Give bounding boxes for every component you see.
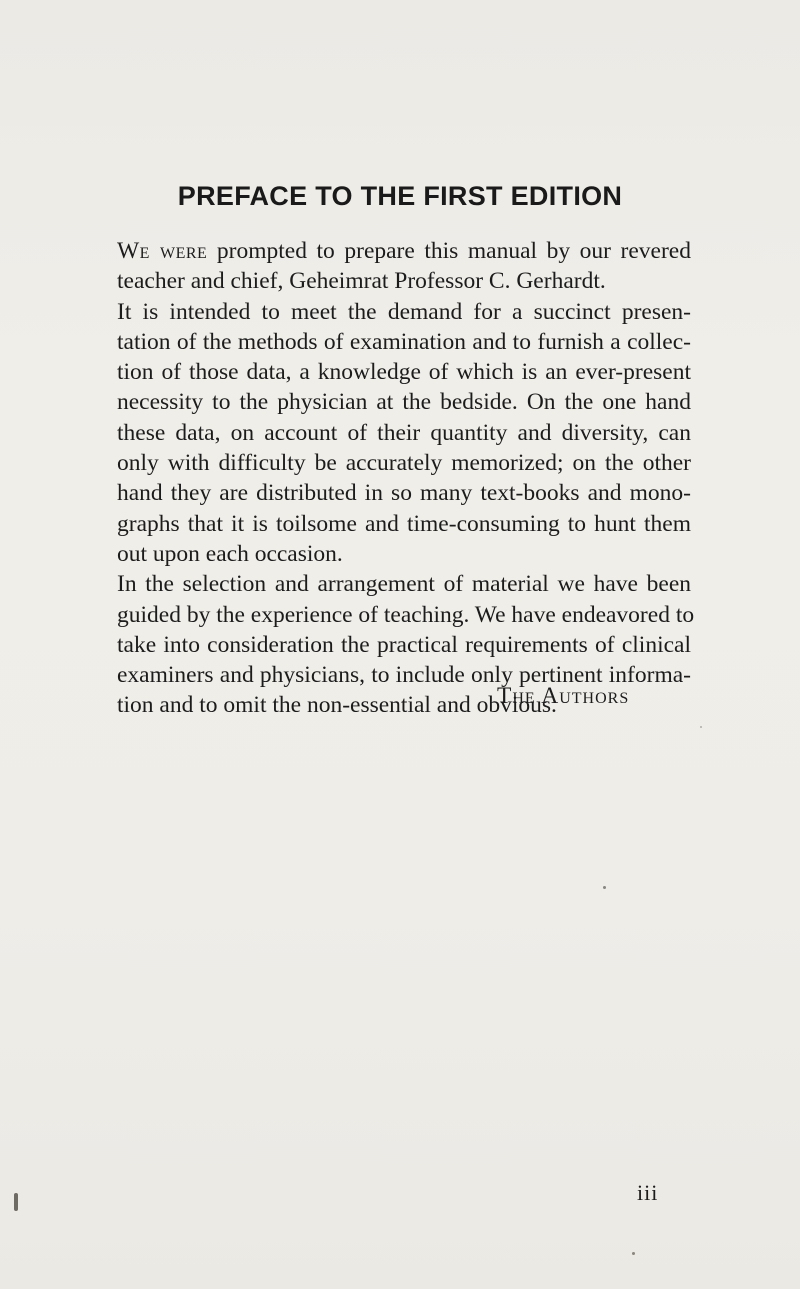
paragraph-3-line: take into consideration the practical requirements of clinical [117,631,691,658]
paragraph-3-line: guided by the experience of teaching. We have endeavored to [117,601,695,628]
page-title: PREFACE TO THE FIRST EDITION [177,181,623,211]
paragraph-2-line: these data, on account of their quantity and diversity, can [117,419,691,446]
paragraph-1-line-1-rest: prompted to prepare this manual by our revered [207,238,691,264]
paragraph-3-line: In the selection and arrangement of material we have been [117,571,691,598]
paragraph-2-line: necessity to the physician at the bedside. On the one hand [117,389,691,416]
paper-speck [14,1193,18,1211]
paragraph-1-line-1 [117,236,691,266]
paper-speck [700,726,702,728]
paragraph-2-line: out upon each occasion. [117,540,343,567]
paragraph-3-line: examiners and physicians, to include only pertinent informa- [117,662,691,689]
paragraph-2-line: only with difficulty be accurately memorized; on the other [117,450,691,477]
paragraph-1 [117,236,691,297]
paragraph-2 [117,297,691,570]
paragraph-2-line: tion of those data, a knowledge of which is an ever-present [117,359,691,386]
paper-speck [632,1252,635,1255]
paragraph-3-line: tion and to omit the non-essential and obvious. [117,692,557,719]
signature: The Authors [497,683,630,709]
page-number: iii [637,1180,659,1205]
paragraph-2-line: hand they are distributed in so many text-books and mono- [117,480,691,507]
paragraph-2-line: graphs that it is toilsome and time-consuming to hunt them [117,510,691,537]
paragraph-1-lead-words: We were [117,238,208,264]
paragraph-1-line-2: teacher and chief, Geheimrat Professor C. Gerhardt. [117,268,606,295]
preface-body [117,236,695,721]
paper-speck [603,886,606,889]
paragraph-2-line: tation of the methods of examination and to furnish a collec- [117,328,691,355]
paragraph-2-line: It is intended to meet the demand for a succinct presen- [117,298,691,325]
